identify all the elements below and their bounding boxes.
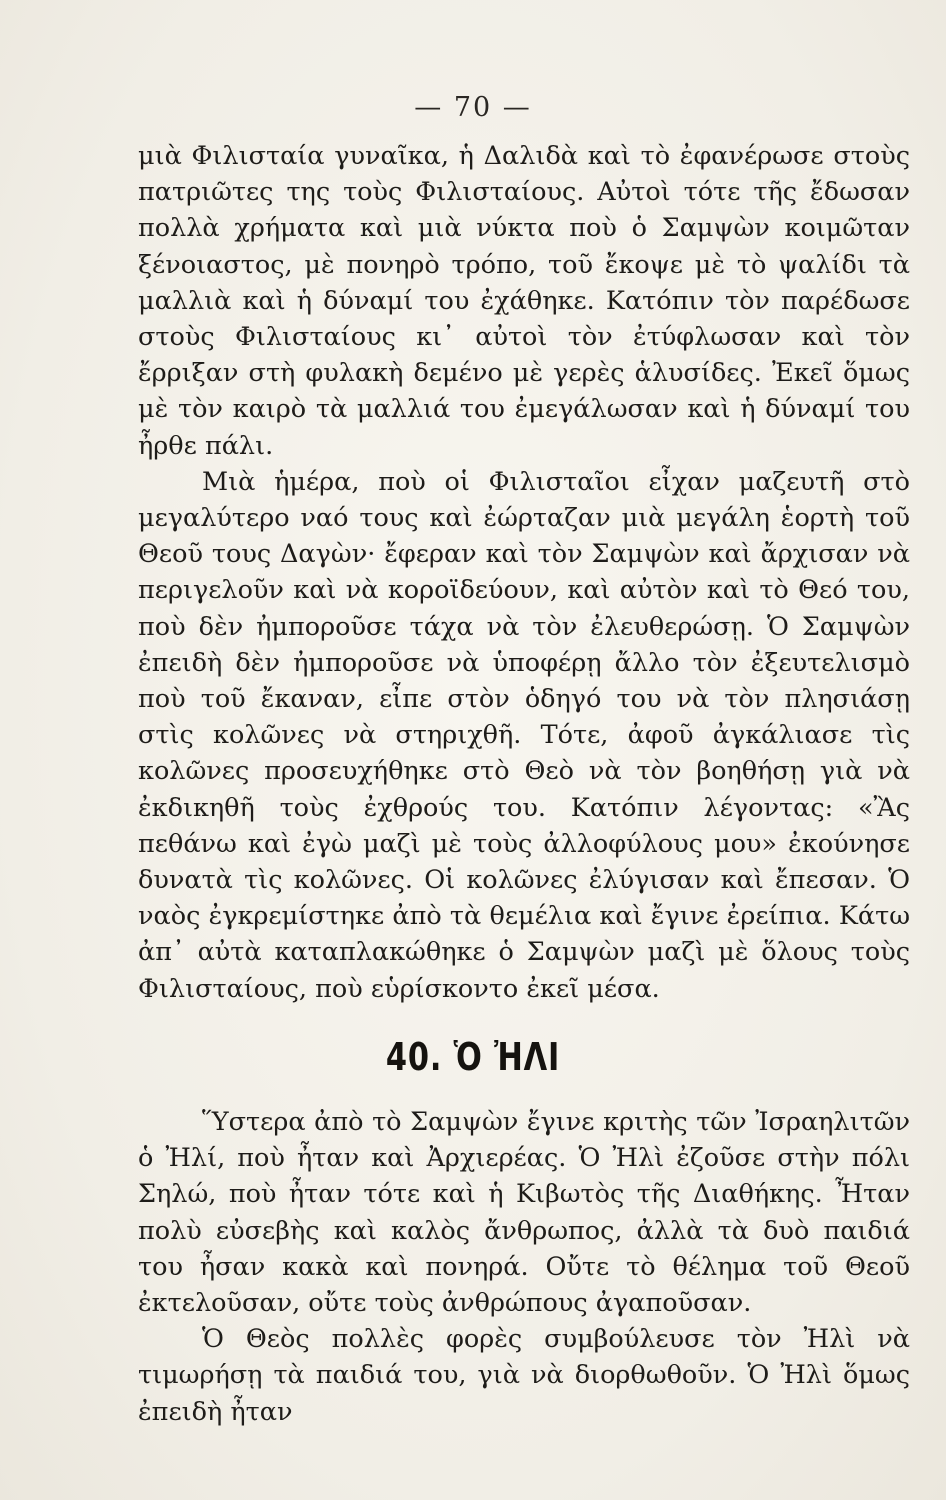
section-heading: 40. Ὁ ἨΛΙ [385, 1035, 561, 1079]
section-39-text [138, 138, 910, 1007]
paragraph: Ὁ Θεὸς πολλὲς φορὲς συμβούλευσε τὸν Ἠλὶ νὰ τιμωρήσῃ τὰ παιδιά του, γιὰ νὰ διορθωθοῦν. Ὁ Ἠλὶ ὅμως ἐπειδὴ ἦταν [138, 1324, 910, 1427]
paragraph: Μιὰ ἡμέρα, ποὺ οἱ Φιλισταῖοι εἶχαν μαζευτῆ στὸ μεγαλύτερο ναό τους καὶ ἐώρταζαν μιὰ μεγάλη ἑορτὴ τοῦ Θεοῦ τους Δαγὼν· ἔφεραν καὶ τὸν Σαμψὼν καὶ ἄρχισαν νὰ περιγελοῦν καὶ νὰ κοροϊδεύουν, καὶ αὐτὸν καὶ τὸ Θεό του, ποὺ δὲν ἠμποροῦσε τάχα νὰ τὸν ἐλευθερώσῃ. Ὁ Σαμψὼν ἐπειδὴ δὲν ἠμποροῦσε νὰ ὑποφέρῃ ἄλλο τὸν ἐξευτελισμὸ ποὺ τοῦ ἔκαναν, εἶπε στὸν ὁδηγό του νὰ τὸν πλησιάσῃ στὶς κολῶνες νὰ στηριχθῆ. Τότε, ἀφοῦ ἀγκάλιασε τὶς κολῶνες προσευχήθηκε στὸ Θεὸ νὰ τὸν βοηθήσῃ γιὰ νὰ ἐκδικηθῆ τοὺς ἐχθρούς του. Κατόπιν λέγοντας: «Ἂς πεθάνω καὶ ἐγὼ μαζὶ μὲ τοὺς ἀλλοφύλους μου» ἐκούνησε δυνατὰ τὶς κολῶνες. Οἱ κολῶνες ἐλύγισαν καὶ ἔπεσαν. Ὁ ναὸς ἐγκρεμίστηκε ἀπὸ τὰ θεμέλια καὶ ἔγινε ἐρείπια. Κάτω ἀπ᾽ αὐτὰ καταπλακώθηκε ὁ Σαμψὼν μαζὶ μὲ ὅλους τοὺς Φιλισταίους, ποὺ εὑρίσκοντο ἐκεῖ μέσα. [138, 466, 910, 1004]
paragraph: μιὰ Φιλισταία γυναῖκα, ἡ Δαλιδὰ καὶ τὸ ἐφανέρωσε στοὺς πατριῶτες της τοὺς Φιλισταίους. Αὐτοὶ τότε τῆς ἔδωσαν πολλὰ χρήματα καὶ μιὰ νύκτα ποὺ ὁ Σαμψὼν κοιμῶταν ξένοιαστος, μὲ πονηρὸ τρόπο, τοῦ ἔκοψε μὲ τὸ ψαλίδι τὰ μαλλιὰ καὶ ἡ δύναμί του ἐχάθηκε. Κατόπιν τὸν παρέδωσε στοὺς Φιλισταίους κι᾽ αὐτοὶ τὸν ἐτύφλωσαν καὶ τὸν ἔρριξαν στὴ φυλακὴ δεμένο μὲ γερὲς ἁλυσίδες. Ἐκεῖ ὅμως μὲ τὸν καιρὸ τὰ μαλλιά του ἐμεγάλωσαν καὶ ἡ δύναμί του ἦρθε πάλι. [138, 141, 910, 461]
page-number: — 70 — [414, 92, 532, 123]
section-40-text [138, 1104, 910, 1430]
paragraph: Ὕστερα ἀπὸ τὸ Σαμψὼν ἔγινε κριτὴς τῶν Ἰσραηλιτῶν ὁ Ἠλί, ποὺ ἦταν καὶ Ἀρχιερέας. Ὁ Ἠλὶ ἐζοῦσε στὴν πόλι Σηλώ, ποὺ ἦταν τότε καὶ ἡ Κιβωτὸς τῆς Διαθήκης. Ἦταν πολὺ εὐσεβὴς καὶ καλὸς ἄνθρωπος, ἀλλὰ τὰ δυὸ παιδιά του ἦσαν κακὰ καὶ πονηρά. Οὔτε τὸ θέλημα τοῦ Θεοῦ ἐκτελοῦσαν, οὔτε τοὺς ἀνθρώπους ἀγαποῦσαν. [138, 1107, 910, 1319]
